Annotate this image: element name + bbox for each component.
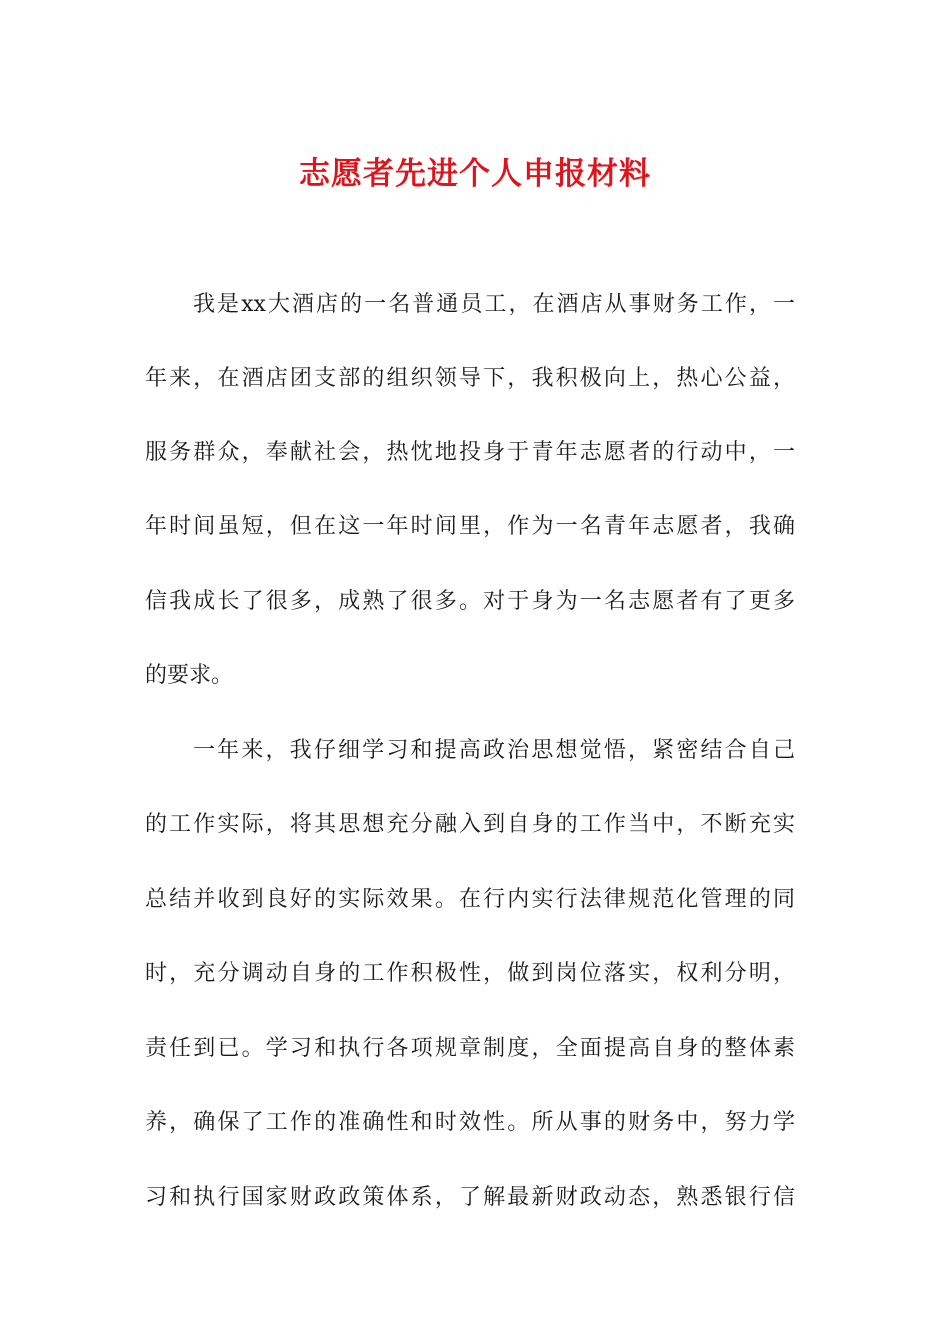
paragraph-1-line-3: 服务群众，奉献社会，热忱地投身于青年志愿者的行动中，一 <box>145 440 795 465</box>
paragraph-2-line-4: 时，充分调动自身的工作积极性，做到岗位落实，权利分明， <box>145 961 795 986</box>
paragraph-1-line-4: 年时间虽短，但在这一年时间里，作为一名青年志愿者，我确 <box>145 514 795 539</box>
paragraph-1-line-6: 的要求。 <box>145 663 234 688</box>
paragraph-2-line-3: 总结并收到良好的实际效果。在行内实行法律规范化管理的同 <box>145 887 795 912</box>
paragraph-2-line-5: 责任到已。学习和执行各项规章制度，全面提高自身的整体素 <box>145 1036 795 1061</box>
paragraph-2-line-6: 养，确保了工作的准确性和时效性。所从事的财务中，努力学 <box>145 1110 795 1135</box>
paragraph-2-line-7: 习和执行国家财政政策体系，了解最新财政动态，熟悉银行信 <box>145 1185 795 1210</box>
paragraph-1-line-2: 年来，在酒店团支部的组织领导下，我积极向上，热心公益， <box>145 366 795 391</box>
paragraph-1-line-1: 我是xx大酒店的一名普通员工，在酒店从事财务工作，一 <box>193 292 795 317</box>
paragraph-2-line-2: 的工作实际，将其思想充分融入到自身的工作当中，不断充实 <box>145 812 795 837</box>
paragraph-1-line-5: 信我成长了很多，成熟了很多。对于身为一名志愿者有了更多 <box>145 589 795 614</box>
paragraph-2-line-1: 一年来，我仔细学习和提高政治思想觉悟，紧密结合自己 <box>193 738 795 763</box>
document-title: 志愿者先进个人申报材料 <box>299 156 651 192</box>
